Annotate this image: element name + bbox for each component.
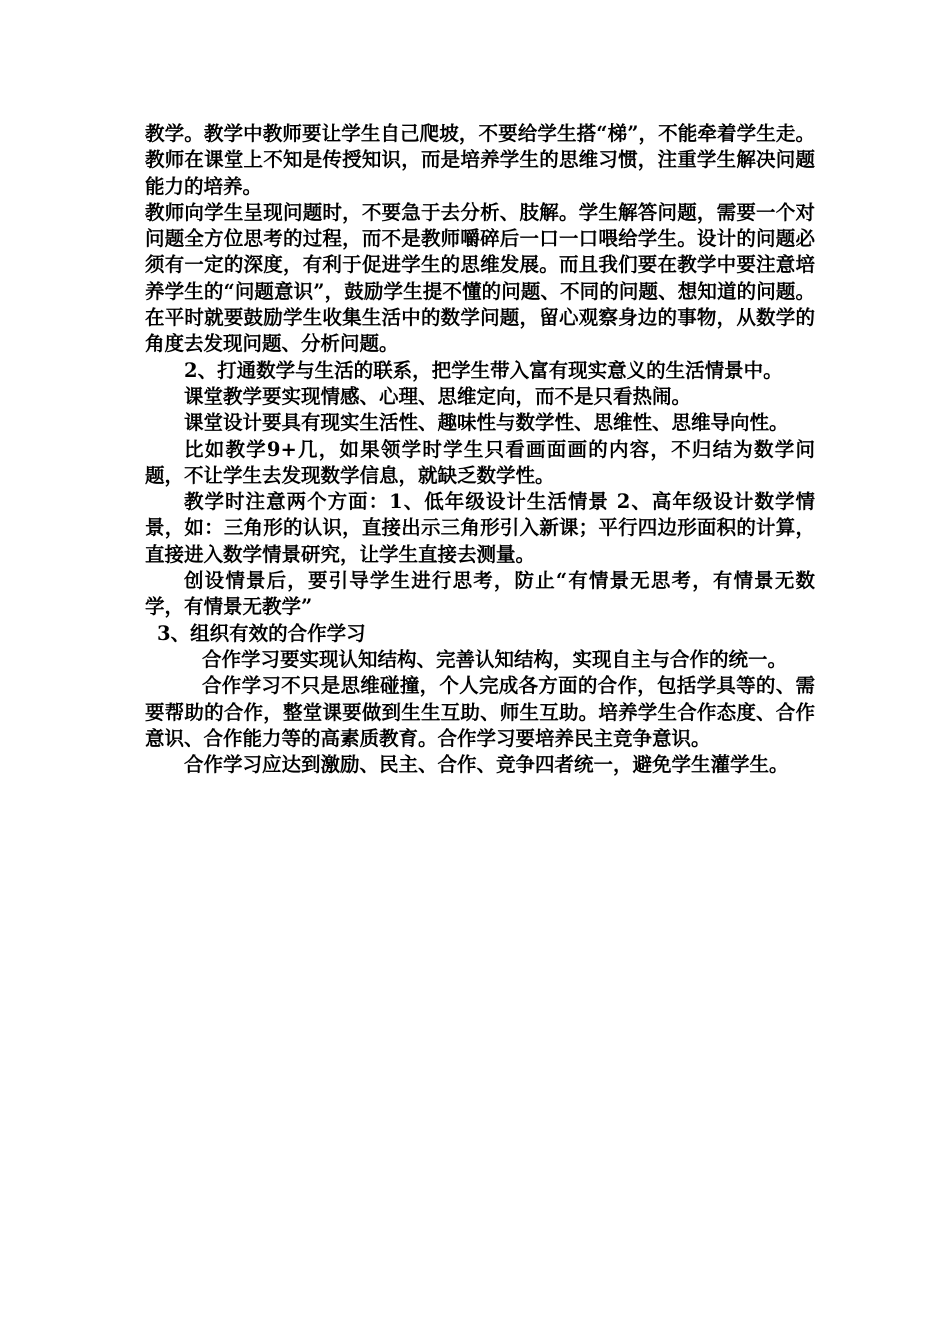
document-body <box>145 121 815 778</box>
paragraph: 课堂设计要具有现实生活性、趣味性与数学性、思维性、思维导向性。 <box>184 411 789 435</box>
paragraph: 教学。教学中教师要让学生自己爬坡，不要给学生搭“梯”，不能牵着学生走。教师在课堂上不知是传授知识，而是培养学生的思维习惯，注重学生解决问题能力的培养。 <box>145 122 815 198</box>
section-heading: 3、组织有效的合作学习 <box>157 621 366 645</box>
paragraph: 合作学习应达到激励、民主、合作、竞争四者统一，避免学生灌学生。 <box>184 753 789 777</box>
section-heading: 2、打通数学与生活的联系，把学生带入富有现实意义的生活情景中。 <box>184 358 783 382</box>
paragraph: 创设情景后，要引导学生进行思考，防止“有情景无思考，有情景无数学，有情景无教学” <box>145 569 815 619</box>
paragraph: 教学时注意两个方面：1、低年级设计生活情景 2、高年级设计数学情景，如：三角形的认识，直接出示三角形引入新课；平行四边形面积的计算，直接进入数学情景研究，让学生直接去测量。 <box>145 490 815 566</box>
paragraph: 合作学习要实现认知结构、完善认知结构，实现自主与合作的统一。 <box>202 647 788 671</box>
paragraph: 教师向学生呈现问题时，不要急于去分析、肢解。学生解答问题，需要一个对问题全方位思考的过程，而不是教师嚼碎后一口一口喂给学生。设计的问题必须有一定的深度，有利于促进学生的思维发展。而且我们要在教学中要注意培养学生的“问题意识”，鼓励学生提不懂的问题、不同的问题、想知道的问题。在平时就要鼓励学生收集生活中的数学问题，留心观察身边的事物，从数学的角度去发现问题、分析问题。 <box>145 200 815 356</box>
paragraph: 比如教学9+几，如果领学时学生只看画面画的内容，不归结为数学问题，不让学生去发现数学信息，就缺乏数学性。 <box>145 437 815 487</box>
paragraph: 课堂教学要实现情感、心理、思维定向，而不是只看热闹。 <box>184 384 692 408</box>
paragraph: 合作学习不只是思维碰撞，个人完成各方面的合作，包括学具等的、需要帮助的合作，整堂课要做到生生互助、师生互助。培养学生合作态度、合作意识、合作能力等的高素质教育。合作学习要培养民主竞争意识。 <box>145 674 815 750</box>
